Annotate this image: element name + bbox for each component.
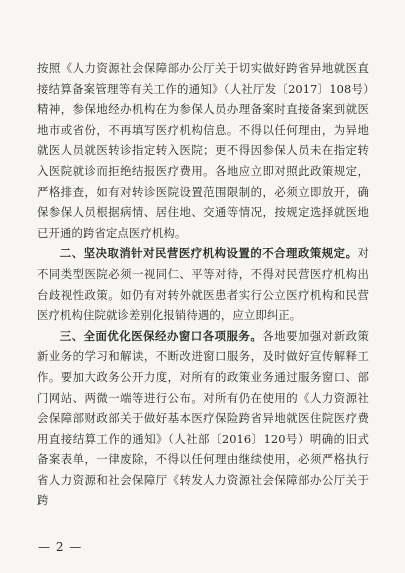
paragraph-filing-policy	[37, 58, 369, 243]
page-number: — 2 —	[38, 540, 83, 554]
paragraph-lead: 三、全面优化医保经办窗口各项服务。	[59, 328, 263, 343]
paragraph-lead: 二、坚决取消针对民营医疗机构设置的不合理政策规定。	[59, 246, 358, 261]
paragraph-text: 按照《人力资源社会保障部办公厅关于切实做好跨省异地就医直接结算备案管理等有关工作的通知》（人社厅发〔2017〕108号）精神，参保地经办机构在为参保人员办理备案时直接备案到就医地市或省份，不再填写医疗机构信息。不得以任何理由，为异地就医人员就医转诊指定转入医院；更不得因参保人员未在指定转入医院就诊而拒绝结报医疗费用。各地应立即对照此政策规定，严格排查，如有对转诊医院设置范围限制的，必须立即放开，确保参保人员根据病情、居住地、交通等情况，按规定选择就医地已开通的跨省定点医疗机构。	[37, 61, 369, 240]
paragraph-text: 对不同类型医院必须一视同仁、平等对待，不得对民营医疗机构出台歧视性政策。如仍有对转外就医患者实行公立医疗机构和民营医疗机构住院就诊差别化报销待遇的，应立即纠正。	[37, 246, 369, 323]
paragraph-private-hospitals	[37, 243, 369, 325]
paragraph-service-windows	[37, 326, 369, 511]
paragraph-text: 各地要加强对新政策新业务的学习和解读，不断改进窗口服务，及时做好宣传解释工作。要加大政务公开力度，对所有的政策业务通过服务窗口、部门网站、两微一端等进行公布。对所有仍在使用的《人力资源社会保障部财政部关于做好基本医疗保险跨省异地就医住院医疗费用直接结算工作的通知》（人社部〔2016〕120号）明确的旧式备案表单，一律废除，不得以任何理由继续使用，必须严格执行省人力资源和社会保障厅《转发人力资源社会保障部办公厅关于跨	[37, 328, 370, 508]
